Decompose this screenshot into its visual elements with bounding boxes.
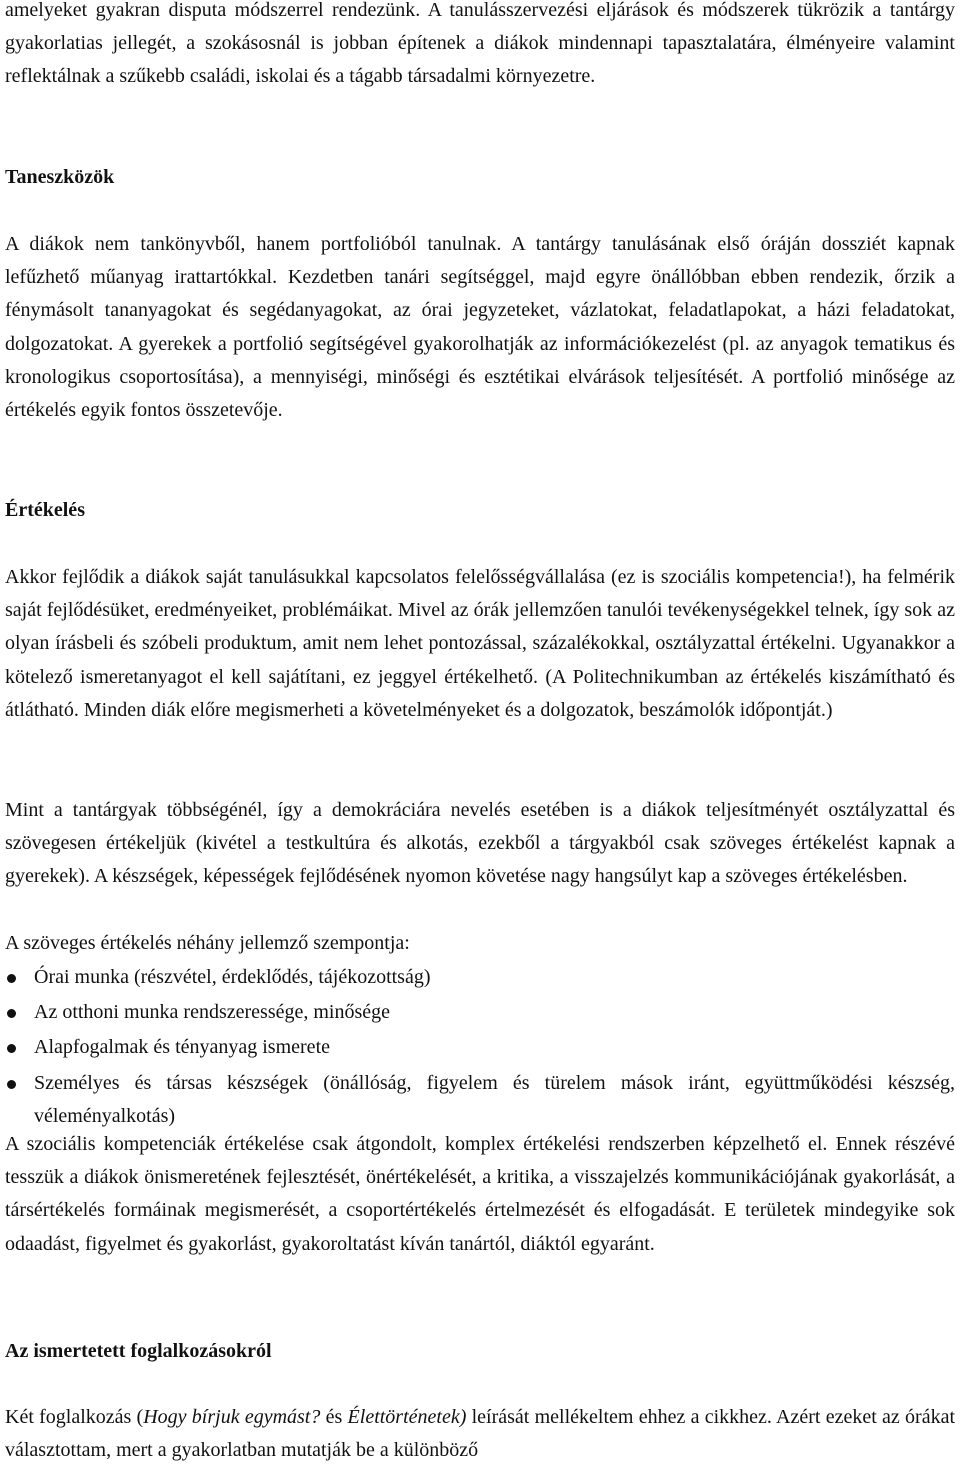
ertekeles-paragraph-1: Akkor fejlődik a diákok saját tanulásukkal kapcsolatos felelősségvállalása (ez is szociális kompetencia!), ha felmérik saját fejlődésüket, eredményeiket, problémáikat. Mivel az órák jellemzően tanulói tevékenységekkel telnek, így sok az olyan írásbeli és szóbeli produktum, amit nem lehet pontozással, százalékokkal, osztályzattal értékelni. Ugyanakkor a kötelező ismeretanyagot el kell sajátítani, ez jeggyel értékelhető. (A Politechnikumban az értékelés kiszámítható és átlátható. Minden diák előre megismerheti a követelményeket és a dolgozatok, beszámolók időpontját.) [5,566,955,721]
criteria-list [5,961,955,1133]
list-item-text: Az otthoni munka rendszeressége, minősége [34,1001,391,1024]
paragraph-text: és [320,1406,348,1428]
list-item-text: Személyes és társas készségek (önállóság, figyelem és türelem mások iránt, együttműködési készség, véleményalkotás) [34,1071,955,1127]
bullet-icon [7,974,16,983]
foglalkozasok-paragraph [5,1401,955,1467]
intro-paragraph: amelyeket gyakran disputa módszerrel rendezünk. A tanulásszervezési eljárások és módszerek tükrözik a tantárgy gyakorlatias jellegét, a szokásosnál is jobban építenek a diákok mindennapi tapasztalatára, élményeire valamint reflektálnak a szűkebb családi, iskolai és a tágabb társadalmi környezetre. [5,0,955,88]
bullet-icon [7,1044,16,1053]
list-item [5,961,955,994]
list-item [5,996,955,1029]
section-heading-foglalkozasok: Az ismertetett foglalkozásokról [5,1340,272,1362]
paragraph-text: leírását mellékeltem ehhez a cikkhez. Azért ezeket az órákat választottam, mert a gyakorlatban mutatják be a különböző [5,1406,956,1462]
bullet-icon [7,1080,16,1089]
paragraph-text: Két foglalkozás ( [5,1406,144,1428]
session-title-1: Hogy bírjuk egymást? [143,1406,321,1428]
section-heading-taneszkozok: Taneszközök [5,166,115,188]
list-item [5,1031,955,1064]
list-item [5,1067,955,1133]
list-item-text: Alapfogalmak és tényanyag ismerete [34,1036,330,1059]
ertekeles-criteria-intro: A szöveges értékelés néhány jellemző szempontja: [5,932,410,954]
list-item-text: Órai munka (részvétel, érdeklődés, tájékozottság) [34,966,431,988]
taneszkozok-paragraph: A diákok nem tankönyvből, hanem portfolióból tanulnak. A tantárgy tanulásának első óráján dossziét kapnak lefűzhető műanyag irattartókkal. Kezdetben tanári segítséggel, majd egyre önállóbban ebben rendezik, őrzik a fénymásolt tananyagokat és segédanyagokat, az órai jegyzeteket, vázlatokat, feladatlapokat, a házi feladatokat, dolgozatokat. A gyerekek a portfolió segítségével gyakorolhatják az információkezelést (pl. az anyagok tematikus és kronologikus csoportosítása), a mennyiségi, minőségi és esztétikai elvárások teljesítését. A portfolió minősége az értékelés egyik fontos összetevője. [5,233,955,422]
session-title-2: Élettörténetek) [347,1406,467,1428]
bullet-icon [7,1009,16,1018]
ertekeles-paragraph-4: A szociális kompetenciák értékelése csak átgondolt, komplex értékelési rendszerben képzelhető el. Ennek részévé tesszük a diákok önismeretének fejlesztését, önértékelését, a kritika, a visszajelzés kommunikációjának gyakorlását, a társértékelés formáinak megismerését, a csoportértékelés értelmezését és elfogadását. E területek mindegyike sok odaadást, figyelmet és gyakorlást, gyakoroltatást kíván tanártól, diáktól egyaránt. [5,1133,955,1255]
section-heading-ertekeles: Értékelés [5,499,85,521]
ertekeles-paragraph-2: Mint a tantárgyak többségénél, így a demokráciára nevelés esetében is a diákok teljesítményét osztályzattal és szövegesen értékeljük (kivétel a testkultúra és alkotás, ezekből a tárgyakból csak szöveges értékelést kapnak a gyerekek). A készségek, képességek fejlődésének nyomon követése nagy hangsúlyt kap a szöveges értékelésben. [5,799,955,888]
